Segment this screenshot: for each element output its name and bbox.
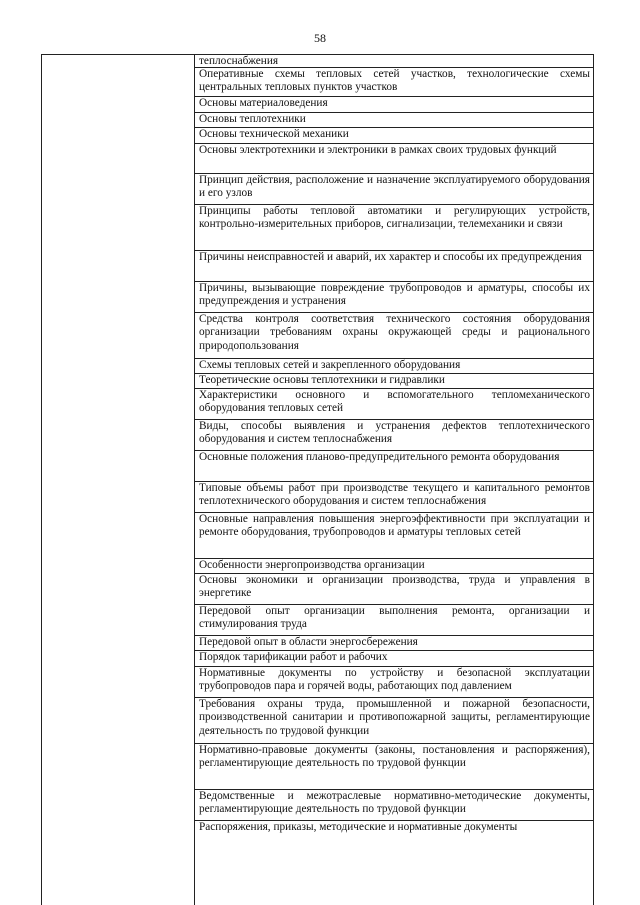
table-row: теплоснабжения	[195, 55, 593, 68]
table-right-column	[195, 55, 593, 841]
table-row: Принцип действия, расположение и назначение эксплуатируемого оборудования и его узлов	[195, 174, 593, 205]
table-row: Причины, вызывающие повреждение трубопроводов и арматуры, способы их предупреждения и устранения	[195, 282, 593, 313]
table-row: Оперативные схемы тепловых сетей участков, технологические схемы центральных тепловых пунктов участков	[195, 68, 593, 97]
table-row: Характеристики основного и вспомогательного тепломеханического оборудования тепловых сетей	[195, 389, 593, 420]
table-row: Основы материаловедения	[195, 97, 593, 113]
table-row: Нормативно-правовые документы (законы, постановления и распоряжения), регламентирующие деятельность по трудовой функции	[195, 744, 593, 790]
table-row: Основы электротехники и электроники в рамках своих трудовых функций	[195, 144, 593, 174]
table-left-column	[42, 55, 195, 905]
table-row: Порядок тарификации работ и рабочих	[195, 651, 593, 667]
table-row: Основные направления повышения энергоэффективности при эксплуатации и ремонте оборудования, трубопроводов и арматуры тепловых сетей	[195, 513, 593, 559]
table-row: Основы технической механики	[195, 128, 593, 144]
page-number: 58	[314, 31, 326, 45]
table-row: Основы теплотехники	[195, 113, 593, 128]
table-row: Виды, способы выявления и устранения дефектов теплотехнического оборудования и систем теплоснабжения	[195, 420, 593, 451]
table-row: Распоряжения, приказы, методические и нормативные документы	[199, 821, 518, 833]
table-row: Средства контроля соответствия технического состояния оборудования организации требованиям охраны окружающей среды и рационального природопользования	[195, 313, 593, 359]
table-row: Причины неисправностей и аварий, их характер и способы их предупреждения	[195, 251, 593, 282]
table-row: Передовой опыт организации выполнения ремонта, организации и стимулирования труда	[195, 605, 593, 636]
table-row: Схемы тепловых сетей и закрепленного оборудования	[195, 359, 593, 374]
table-row: Особенности энергопроизводства организации	[195, 559, 593, 574]
table-row: Передовой опыт в области энергосбережения	[195, 636, 593, 651]
table-row: Требования охраны труда, промышленной и пожарной безопасности, производственной санитарии и противопожарной защиты, регламентирующие деятельность по трудовой функции	[195, 698, 593, 744]
table-row: Нормативные документы по устройству и безопасной эксплуатации трубопроводов пара и горячей воды, работающих под давлением	[195, 667, 593, 698]
table-row: Основные положения планово-предупредительного ремонта оборудования	[195, 451, 593, 482]
table-row: Принципы работы тепловой автоматики и регулирующих устройств, контрольно-измерительных приборов, сигнализации, телемеханики и связи	[195, 205, 593, 251]
table-row: Основы экономики и организации производства, труда и управления в энергетике	[195, 574, 593, 605]
table-row: Типовые объемы работ при производстве текущего и капитального ремонтов теплотехнического оборудования и систем теплоснабжения	[195, 482, 593, 513]
table-row: Ведомственные и межотраслевые нормативно-методические документы, регламентирующие деятельность по трудовой функции	[195, 790, 593, 821]
knowledge-table	[41, 54, 594, 905]
table-row: Теоретические основы теплотехники и гидравлики	[195, 374, 593, 389]
